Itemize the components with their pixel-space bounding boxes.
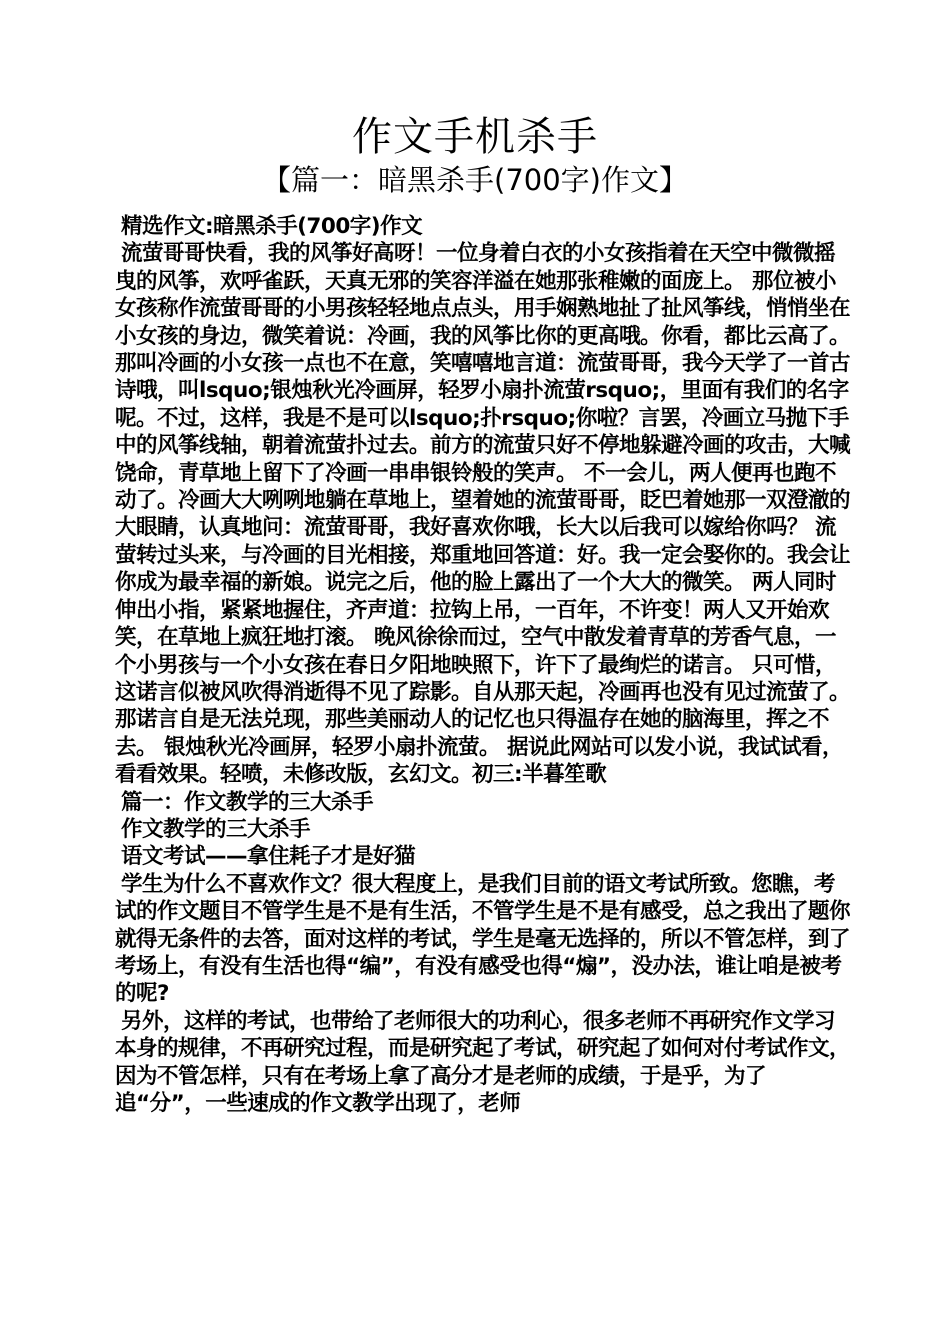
paragraph-body-2: 另外，这样的考试，也带给了老师很大的功利心，很多老师不再研究作文学习本身的规律，不再研究过程，而是研究起了考试，研究起了如何对付考试作文，因为不管怎样，只有在考场上拿了高分才是老师的成绩，于是乎，为了追“分”，一些速成的作文教学出现了，老师: [115, 1008, 851, 1116]
document-body: [115, 213, 850, 1117]
document-title: 作文手机杀手: [352, 114, 598, 160]
paragraph-body-1: 学生为什么不喜欢作文？很大程度上，是我们目前的语文考试所致。您瞧，考试的作文题目不管学生是不是有生活，不管学生是不是有感受，总之我出了题你就得无条件的去答，面对这样的考试，学生是毫无选择的，所以不管怎样，到了考场上，有没有生活也得“编”，有没有感受也得“煽”，没办法，谁让咱是被考的呢?: [115, 871, 851, 1007]
paragraph-story: 流萤哥哥快看，我的风筝好高呀！一位身着白衣的小女孩指着在天空中微微摇曳的风筝，欢呼雀跃，天真无邪的笑容洋溢在她那张稚嫩的面庞上。 那位被小女孩称作流萤哥哥的小男孩轻轻地点点头，用手娴熟地扯了扯风筝线，悄悄坐在小女孩的身边，微笑着说：冷画，我的风筝比你的更高哦。你看，都比云高了。 那叫冷画的小女孩一点也不在意，笑嘻嘻地言道：流萤哥哥，我今天学了一首古诗哦，叫lsquo;银烛秋光冷画屏，轻罗小扇扑流萤rsquo;，里面有我们的名字呢。不过，这样，我是不是可以lsquo;扑rsquo;你啦？言罢，冷画立马抛下手中的风筝线轴，朝着流萤扑过去。前方的流萤只好不停地躲避冷画的攻击，大喊饶命，青草地上留下了冷画一串串银铃般的笑声。 不一会儿，两人便再也跑不动了。冷画大大咧咧地躺在草地上，望着她的流萤哥哥，眨巴着她那一双澄澈的大眼睛，认真地问：流萤哥哥，我好喜欢你哦，长大以后我可以嫁给你吗？ 流萤转过头来，与冷画的目光相接，郑重地回答道：好。我一定会娶你的。我会让你成为最幸福的新娘。说完之后，他的脸上露出了一个大大的微笑。 两人同时伸出小指，紧紧地握住，齐声道：拉钩上吊，一百年，不许变！两人又开始欢笑，在草地上疯狂地打滚。 晚风徐徐而过，空气中散发着青草的芳香气息，一个小男孩与一个小女孩在春日夕阳地映照下，许下了最绚烂的诺言。 只可惜，这诺言似被风吹得消逝得不见了踪影。自从那天起，冷画再也没有见过流萤了。那诺言自是无法兑现，那些美丽动人的记忆也只得温存在她的脑海里，挥之不去。 银烛秋光冷画屏，轻罗小扇扑流萤。 据说此网站可以发小说，我试试看，看看效果。轻喷，未修改版，玄幻文。初三:半暮笙歌: [115, 241, 851, 788]
paragraph-heading-1: 精选作文:暗黑杀手(700字)作文: [121, 214, 423, 239]
document-subtitle: 【篇一：暗黑杀手(700字)作文】: [262, 163, 688, 197]
paragraph-heading-2: 篇一：作文教学的三大杀手: [121, 789, 374, 815]
paragraph-heading-3: 作文教学的三大杀手: [121, 816, 311, 842]
paragraph-heading-4: 语文考试——拿住耗子才是好猫: [121, 844, 416, 870]
